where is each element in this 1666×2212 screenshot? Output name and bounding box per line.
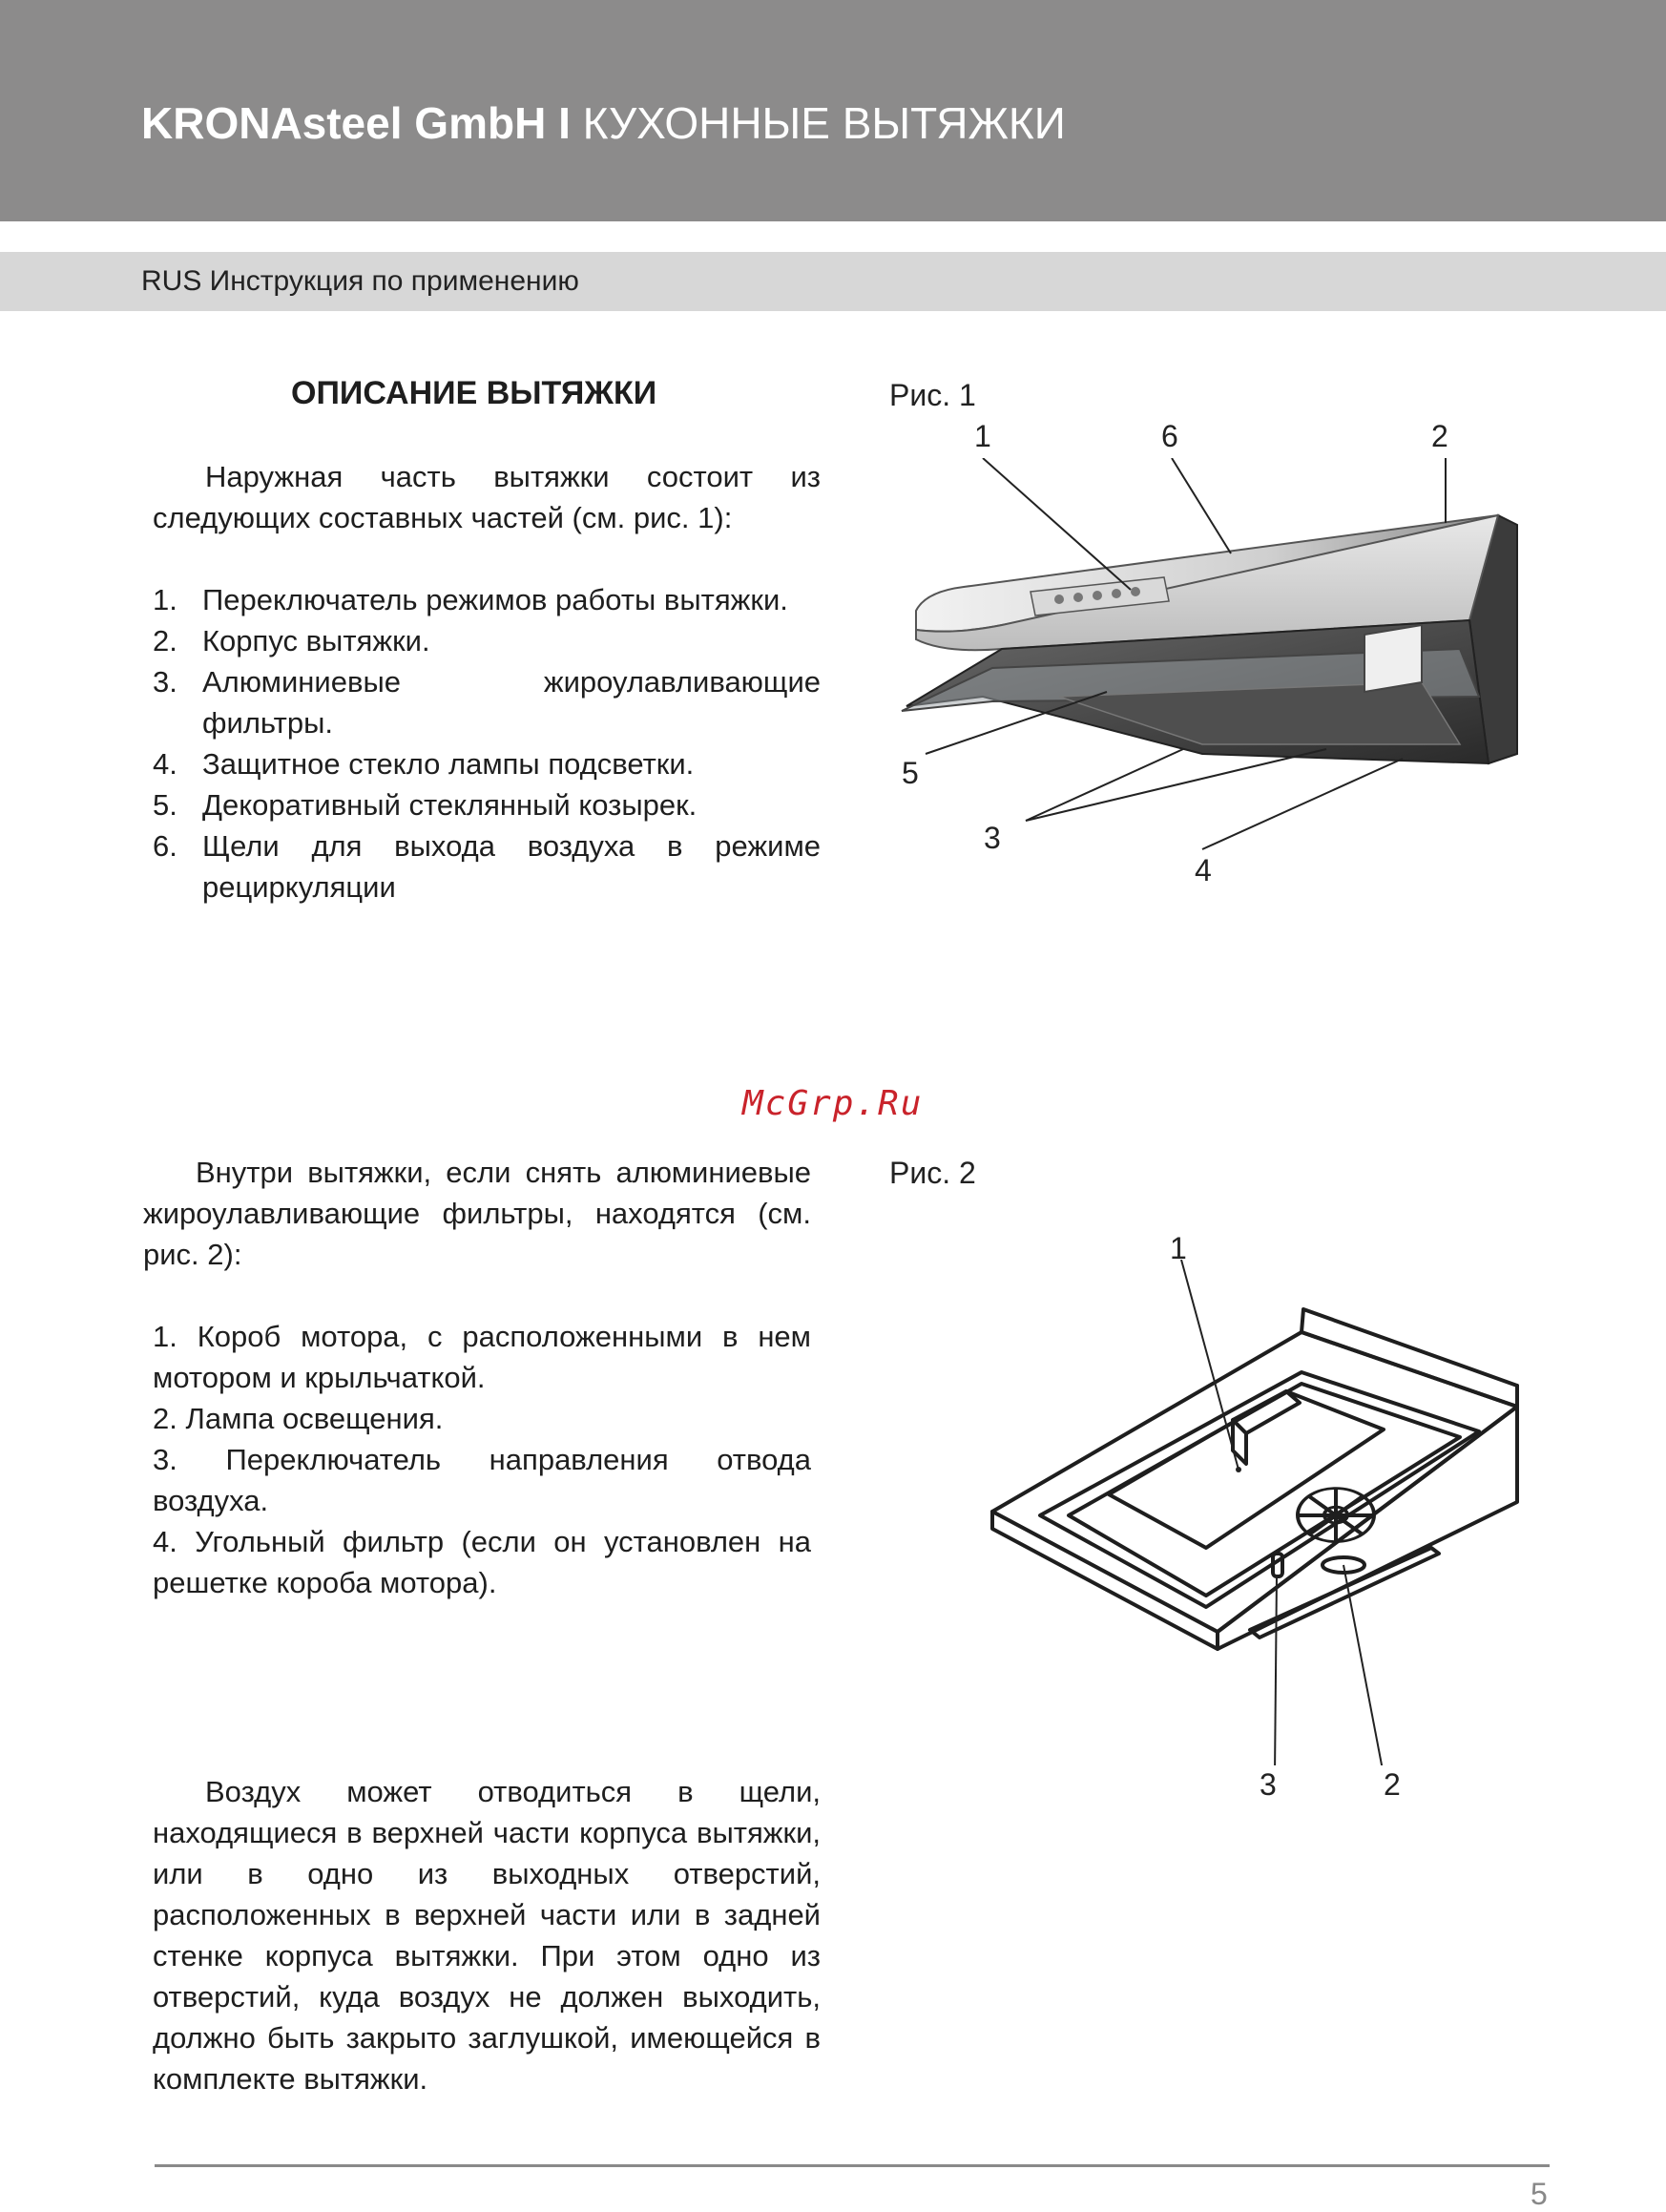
inside-intro: Внутри вытяжки, если снять алюминиевые жироулавливающие фильтры, находятся (см. рис. 2): bbox=[143, 1156, 811, 1271]
list-item: 3. Алюминиевые жироулавливающие фильтры. bbox=[153, 665, 821, 740]
fig1-callout-5: 5 bbox=[902, 756, 919, 790]
footer-rule bbox=[155, 2164, 1550, 2167]
list-item: 4. Защитное стекло лампы подсветки. bbox=[153, 747, 695, 781]
list-item: 3. Переключатель направления отвода воздуха. bbox=[153, 1443, 811, 1517]
air-paragraph: Воздух может отводиться в щели, находящиеся в верхней части корпуса вытяжки, или в одно из выходных отверстий, расположенных в верхней части или в задней стенке корпуса вытяжки. При этом одно из отверстий, куда воздух не должен выходить, должно быть закрыто заглушкой, имеющейся в комплекте вытяжки. bbox=[153, 1775, 821, 2096]
section-name: КУХОННЫЕ ВЫТЯЖКИ bbox=[582, 98, 1066, 148]
fig1-callout-1: 1 bbox=[974, 419, 991, 453]
document-title bbox=[141, 97, 1066, 149]
fig2-callout-3: 3 bbox=[1260, 1767, 1277, 1802]
list-item: 6. Щели для выхода воздуха в режиме рециркуляции bbox=[153, 829, 821, 904]
description-intro: Наружная часть вытяжки состоит из следующих составных частей (см. рис. 1): bbox=[153, 460, 821, 534]
fig1-callout-4: 4 bbox=[1195, 853, 1212, 887]
fig2-callout-1: 1 bbox=[1170, 1231, 1187, 1265]
list-item: 4. Угольный фильтр (если он установлен на решетке короба мотора). bbox=[153, 1525, 811, 1599]
inside-block bbox=[143, 1152, 811, 1603]
list-item: 2. Корпус вытяжки. bbox=[153, 624, 430, 657]
list-item: 5. Декоративный стеклянный козырек. bbox=[153, 788, 698, 822]
fig1-callout-6: 6 bbox=[1161, 419, 1178, 453]
hood-interior-illustration bbox=[983, 1260, 1536, 1765]
fig2-callout-2: 2 bbox=[1384, 1767, 1401, 1802]
figure1-label: Рис. 1 bbox=[889, 378, 976, 412]
subtitle: RUS Инструкция по применению bbox=[141, 265, 579, 297]
description-block bbox=[153, 456, 821, 908]
page-number: 5 bbox=[1531, 2177, 1548, 2211]
brand-name: KRONAsteel GmbH I bbox=[141, 98, 571, 148]
list-item: 1. Короб мотора, с расположенными в нем мотором и крыльчаткой. bbox=[153, 1320, 811, 1394]
list-item: 1. Переключатель режимов работы вытяжки. bbox=[153, 583, 788, 616]
fig1-callout-2: 2 bbox=[1431, 419, 1448, 453]
inside-list bbox=[143, 1316, 811, 1603]
parts-list bbox=[153, 579, 821, 908]
fig1-callout-3: 3 bbox=[984, 821, 1001, 855]
watermark: McGrp.Ru bbox=[742, 1084, 924, 1123]
range-hood-illustration bbox=[887, 458, 1555, 878]
list-item: 2. Лампа освещения. bbox=[153, 1402, 444, 1435]
figure2-label: Рис. 2 bbox=[889, 1156, 976, 1190]
section-heading: ОПИСАНИЕ ВЫТЯЖКИ bbox=[291, 375, 657, 411]
